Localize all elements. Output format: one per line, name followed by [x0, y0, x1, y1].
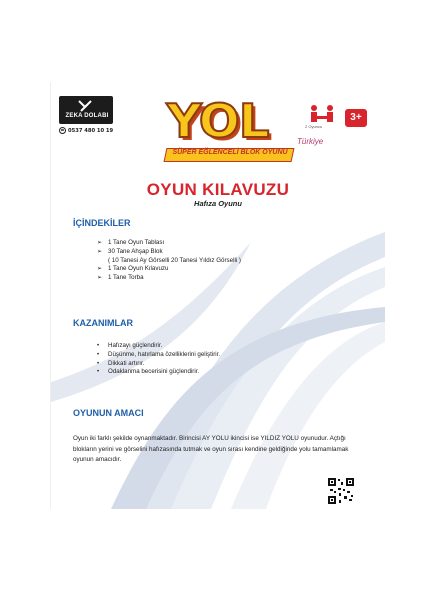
purpose-heading: OYUNUN AMACI	[73, 408, 144, 418]
players-icon	[308, 104, 336, 124]
contents-heading: İÇİNDEKİLER	[73, 218, 131, 228]
list-item: ➢ 30 Tane Ahşap Blok	[97, 247, 163, 255]
brand-name: ZEKA DOLABI	[65, 113, 109, 119]
qr-code-icon	[327, 477, 355, 505]
list-item: ➢ 1 Tane Torba	[97, 274, 144, 282]
list-item: • Dikkati artırır.	[97, 359, 145, 367]
phone-number: 0537 480 10 19	[68, 128, 114, 134]
list-item: ( 10 Tanesi Ay Görselli 20 Tanesi Yıldız Görselli )	[108, 256, 241, 264]
purpose-text: Oyun iki farklı şekilde oynanmaktadır. Birincisi AY YOLU ikincisi ise YILDIZ YOLU oyunudur. Açtığı blokların yerini ve görselini hafızasında tutmak ve oyun sırası kendine geldiğinde yolu tamamlamak oyunun amacıdır.	[73, 435, 349, 463]
list-item: ➢ 1 Tane Oyun Kılavuzu	[97, 265, 169, 273]
zeka-dolabi-logo-icon	[65, 99, 105, 113]
guide-title: OYUN KILAVUZU	[146, 180, 290, 199]
contents-list	[97, 239, 241, 283]
gains-heading: KAZANIMLAR	[73, 318, 133, 328]
game-guide-sheet	[50, 82, 385, 509]
tagline: SÜPER EĞLENCELİ BLOK OYUNU	[172, 149, 288, 156]
list-item: ➢ 1 Tane Oyun Tablası	[97, 239, 165, 246]
list-item: • Hafızayı güçlendirir.	[97, 342, 163, 349]
origin-label: Türkiye	[297, 137, 324, 146]
players-label: 2 Oyuncu	[305, 124, 323, 129]
list-item: • Düşünme, hatırlama özelliklerini geliştirir.	[97, 350, 221, 358]
guide-subtitle: Hafıza Oyunu	[194, 199, 242, 208]
brand-logo	[59, 96, 113, 124]
gains-list	[97, 342, 220, 377]
game-title: YOL	[166, 94, 269, 148]
list-item: • Odaklanma becerisini güçlendirir.	[97, 368, 200, 376]
phone-icon: ☎	[60, 128, 65, 132]
age-badge: 3+	[345, 109, 367, 127]
brand-phone	[59, 127, 113, 134]
